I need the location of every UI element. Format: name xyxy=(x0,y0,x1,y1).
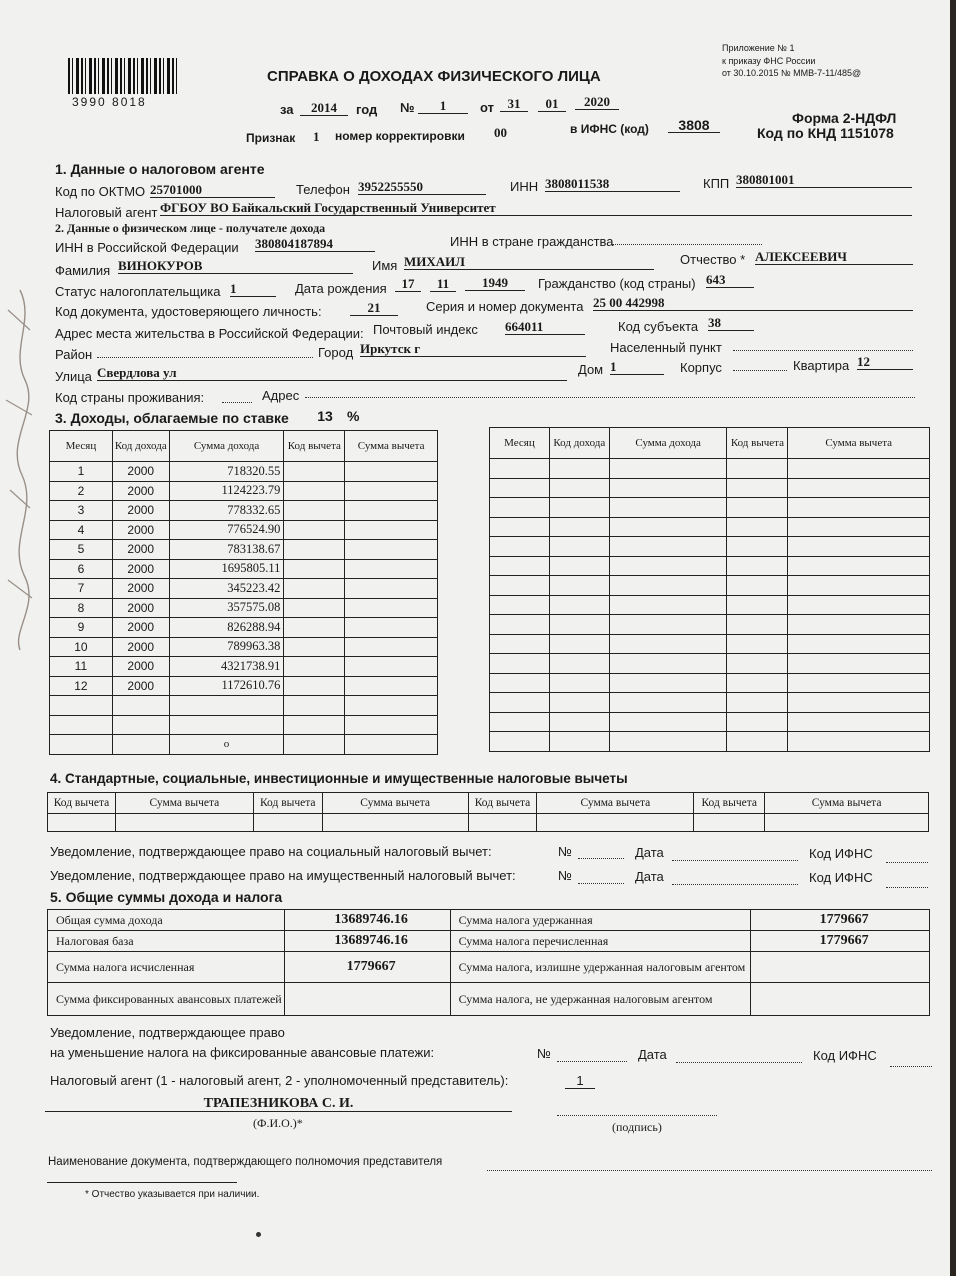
deduction-sum-cell xyxy=(345,618,438,638)
advance-date-field[interactable] xyxy=(676,1050,802,1063)
correction-value: 00 xyxy=(494,125,507,140)
table-row xyxy=(50,637,438,657)
month-cell: 4 xyxy=(50,520,113,540)
barcode xyxy=(68,58,180,94)
social-ifns-label: Код ИФНС xyxy=(809,846,873,861)
deduction-code-cell xyxy=(284,618,345,638)
month-cell: 9 xyxy=(50,618,113,638)
totals-row xyxy=(48,910,930,931)
month-cell: 7 xyxy=(50,579,113,599)
total-income-label: Общая сумма дохода xyxy=(48,910,285,931)
kpp-field[interactable]: 380801001 xyxy=(736,172,912,188)
surname-label: Фамилия xyxy=(55,263,111,278)
fixed-payments-value xyxy=(284,983,450,1016)
table-row-empty xyxy=(490,576,930,596)
phone-field[interactable]: 3952255550 xyxy=(358,179,486,195)
withheld-label: Сумма налога удержанная xyxy=(450,910,751,931)
section-1-title: 1. Данные о налоговом агенте xyxy=(55,161,265,177)
totals-table xyxy=(47,909,930,1016)
transferred-value: 1779667 xyxy=(751,931,930,952)
rep-doc-label: Наименование документа, подтверждающего полномочия представителя xyxy=(48,1156,443,1168)
number-field[interactable]: 1 xyxy=(418,98,468,114)
birth-month-field[interactable]: 11 xyxy=(430,276,456,292)
doc-code-label: Код документа, удостоверяющего личность: xyxy=(55,304,322,319)
income-code-cell: 2000 xyxy=(112,579,169,599)
country-label: Код страны проживания: xyxy=(55,390,205,405)
table-row-empty xyxy=(50,735,438,755)
status-label: Статус налогоплательщика xyxy=(55,284,221,299)
page-dot xyxy=(256,1232,261,1237)
income-table-right xyxy=(489,427,930,752)
oktmo-field[interactable]: 25701000 xyxy=(150,182,275,198)
signature-field[interactable] xyxy=(557,1103,717,1116)
income-code-cell: 2000 xyxy=(112,637,169,657)
property-date-field[interactable] xyxy=(672,872,798,885)
section-5-title: 5. Общие суммы дохода и налога xyxy=(50,889,283,905)
income-code-cell: 2000 xyxy=(112,462,169,482)
agent-inn-field[interactable]: 3808011538 xyxy=(545,176,680,192)
income-sum-cell: 345223.42 xyxy=(169,579,284,599)
agent-name-label: Налоговый агент xyxy=(55,205,158,220)
table-row-empty xyxy=(490,693,930,713)
income-sum-cell: 776524.90 xyxy=(169,520,284,540)
income-code-cell: 2000 xyxy=(112,501,169,521)
number-label: № xyxy=(400,100,415,115)
from-label: от xyxy=(480,100,494,115)
advance-no-field[interactable] xyxy=(557,1049,627,1062)
month-cell: 10 xyxy=(50,637,113,657)
form-name: Форма 2-НДФЛ xyxy=(792,110,897,126)
house-field[interactable]: 1 xyxy=(610,359,664,375)
property-no-field[interactable] xyxy=(578,871,624,884)
deduction-sum-header: Сумма вычета xyxy=(765,793,929,814)
table-row-empty xyxy=(48,814,929,832)
district-field[interactable] xyxy=(97,345,313,358)
inn-rf-label: ИНН в Российской Федерации xyxy=(55,240,239,255)
section-3-title: 3. Доходы, облагаемые по ставке xyxy=(55,410,289,426)
tax-calc-label: Сумма налога исчисленная xyxy=(48,952,285,983)
income-table-left xyxy=(49,430,438,755)
property-ifns-field[interactable] xyxy=(886,875,928,888)
flat-label: Квартира xyxy=(793,358,850,373)
section-4-title: 4. Стандартные, социальные, инвестиционные и имущественные налоговые вычеты xyxy=(50,771,628,786)
table-row xyxy=(50,676,438,696)
property-date-label: Дата xyxy=(635,869,664,884)
oktmo-label: Код по ОКТМО xyxy=(55,184,146,199)
postcode-label: Почтовый индекс xyxy=(373,322,478,337)
totals-row xyxy=(48,931,930,952)
income-code-cell: 2000 xyxy=(112,559,169,579)
address-label: Адрес места жительства в Российской Федерации: xyxy=(55,326,364,341)
income-code-cell: 2000 xyxy=(112,676,169,696)
agent-name-field[interactable]: ФГБОУ ВО Байкальский Государственный Университет xyxy=(160,200,912,216)
ifns-field[interactable]: 3808 xyxy=(668,117,720,133)
street-field[interactable]: Свердлова ул xyxy=(97,365,567,381)
for-label: за xyxy=(280,102,294,117)
building-label: Корпус xyxy=(680,360,722,375)
flat-field[interactable]: 12 xyxy=(857,354,913,370)
deductions-table xyxy=(47,792,929,832)
deduction-code-cell xyxy=(284,637,345,657)
income-sum-cell: 826288.94 xyxy=(169,618,284,638)
patronymic-label: Отчество * xyxy=(680,252,746,267)
column-header-deduction-code: Код вычета xyxy=(727,428,788,459)
sign-value: 1 xyxy=(313,129,320,144)
table-row-empty xyxy=(490,634,930,654)
table-row xyxy=(50,657,438,677)
column-header-month: Месяц xyxy=(50,431,113,462)
income-sum-cell: 789963.38 xyxy=(169,637,284,657)
table-row-empty xyxy=(490,498,930,518)
year-label: год xyxy=(356,102,378,117)
income-sum-cell: 4321738.91 xyxy=(169,657,284,677)
status-field[interactable]: 1 xyxy=(230,281,276,297)
fixed-payments-label: Сумма фиксированных авансовых платежей xyxy=(48,983,285,1016)
excess-label: Сумма налога, излишне удержанная налоговым агентом xyxy=(450,952,751,983)
deduction-sum-cell xyxy=(345,657,438,677)
deduction-code-cell xyxy=(284,540,345,560)
table-row xyxy=(50,462,438,482)
deduction-code-header: Код вычета xyxy=(694,793,765,814)
table-row-empty xyxy=(490,556,930,576)
advance-date-label: Дата xyxy=(638,1047,667,1062)
column-header-deduction-code: Код вычета xyxy=(284,431,345,462)
income-code-cell: 2000 xyxy=(112,657,169,677)
column-header-deduction-sum: Сумма вычета xyxy=(345,431,438,462)
deduction-code-cell xyxy=(284,520,345,540)
deduction-code-cell xyxy=(284,501,345,521)
addr-field[interactable] xyxy=(305,385,915,398)
deductions-header xyxy=(48,793,929,814)
income-sum-cell: 778332.65 xyxy=(169,501,284,521)
district-label: Район xyxy=(55,347,93,362)
income-code-cell: 2000 xyxy=(112,520,169,540)
inn-foreign-label: ИНН в стране гражданства xyxy=(450,234,614,249)
doc-series-label: Серия и номер документа xyxy=(426,299,584,314)
column-header-income-sum: Сумма дохода xyxy=(169,431,284,462)
deduction-sum-header: Сумма вычета xyxy=(537,793,694,814)
citizenship-field[interactable]: 643 xyxy=(706,272,754,288)
income-code-cell: 2000 xyxy=(112,540,169,560)
table-row-empty xyxy=(490,673,930,693)
region-field[interactable]: 38 xyxy=(708,315,754,331)
birth-year-field[interactable]: 1949 xyxy=(465,275,525,291)
deduction-sum-header: Сумма вычета xyxy=(115,793,253,814)
income-sum-cell: 1124223.79 xyxy=(169,481,284,501)
column-header-income-sum: Сумма дохода xyxy=(609,428,727,459)
deduction-sum-header: Сумма вычета xyxy=(322,793,468,814)
table-row-empty xyxy=(490,459,930,479)
deduction-sum-cell xyxy=(345,520,438,540)
tax-base-label: Налоговая база xyxy=(48,931,285,952)
signature-label: (подпись) xyxy=(612,1120,662,1134)
excess-value xyxy=(751,952,930,983)
locality-field[interactable] xyxy=(733,338,913,351)
income-code-cell: 2000 xyxy=(112,481,169,501)
income-code-cell: 2000 xyxy=(112,618,169,638)
kpp-label: КПП xyxy=(703,176,730,191)
phone-label: Телефон xyxy=(296,182,350,197)
income-table-header xyxy=(50,431,438,462)
rate-percent: % xyxy=(347,408,360,424)
addr-label: Адрес xyxy=(262,388,300,403)
social-no-field[interactable] xyxy=(578,846,624,859)
doc-series-field[interactable]: 25 00 442998 xyxy=(593,295,913,311)
table-row-empty xyxy=(50,715,438,735)
deduction-sum-cell xyxy=(345,501,438,521)
social-date-label: Дата xyxy=(635,845,664,860)
column-header-income-code: Код дохода xyxy=(549,428,609,459)
footnote-divider xyxy=(47,1182,237,1183)
country-field[interactable] xyxy=(222,390,252,403)
table-row-empty xyxy=(490,537,930,557)
rate-field[interactable]: 13 xyxy=(317,408,333,424)
sign-label: Признак xyxy=(246,131,296,145)
column-header-month: Месяц xyxy=(490,428,550,459)
city-label: Город xyxy=(318,345,354,360)
deduction-code-cell xyxy=(284,598,345,618)
advance-no-label: № xyxy=(537,1046,551,1061)
citizenship-label: Гражданство (код страны) xyxy=(538,276,696,291)
deduction-code-cell xyxy=(284,676,345,696)
name-label: Имя xyxy=(372,258,398,273)
table-row-empty xyxy=(490,732,930,752)
deduction-sum-cell xyxy=(345,481,438,501)
withheld-value: 1779667 xyxy=(751,910,930,931)
advance-notice-line-1: Уведомление, подтверждающее право xyxy=(50,1025,285,1040)
table-row xyxy=(50,540,438,560)
income-sum-cell: 1695805.11 xyxy=(169,559,284,579)
tax-base-value: 13689746.16 xyxy=(284,931,450,952)
surname-field[interactable]: ВИНОКУРОВ xyxy=(118,258,353,274)
month-cell: 5 xyxy=(50,540,113,560)
stray-mark: o xyxy=(169,735,284,755)
date-year-field[interactable]: 2020 xyxy=(575,94,619,110)
day-field[interactable]: 31 xyxy=(500,96,528,112)
column-header-deduction-sum: Сумма вычета xyxy=(788,428,930,459)
social-no-label: № xyxy=(558,844,572,859)
month-cell: 1 xyxy=(50,462,113,482)
postcode-field[interactable]: 664011 xyxy=(505,319,585,335)
deduction-sum-cell xyxy=(345,637,438,657)
deduction-code-header: Код вычета xyxy=(253,793,322,814)
deduction-code-cell xyxy=(284,462,345,482)
table-row-empty xyxy=(490,517,930,537)
tax-calc-value: 1779667 xyxy=(284,952,450,983)
deduction-code-cell xyxy=(284,481,345,501)
table-row-empty xyxy=(50,696,438,716)
not-withheld-value xyxy=(751,983,930,1016)
appendix-line-3: от 30.10.2015 № ММВ-7-11/485@ xyxy=(722,68,862,78)
building-field[interactable] xyxy=(733,358,787,371)
city-field[interactable]: Иркутск г xyxy=(360,341,586,357)
correction-label: номер корректировки xyxy=(335,129,465,143)
agent-inn-label: ИНН xyxy=(510,179,539,194)
table-row-empty xyxy=(490,712,930,732)
month-cell: 6 xyxy=(50,559,113,579)
birth-label: Дата рождения xyxy=(295,281,387,296)
agent-type-label: Налоговый агент (1 - налоговый агент, 2 - уполномоченный представитель): xyxy=(50,1073,509,1088)
income-table-right-header xyxy=(490,428,930,459)
table-row-empty xyxy=(490,654,930,674)
month-cell: 8 xyxy=(50,598,113,618)
section-2-title: 2. Данные о физическом лице - получателе дохода xyxy=(55,221,326,235)
knd-code: Код по КНД 1151078 xyxy=(757,125,894,141)
social-date-field[interactable] xyxy=(672,848,798,861)
property-ifns-label: Код ИФНС xyxy=(809,870,873,885)
footnote: * Отчество указывается при наличии. xyxy=(85,1189,260,1200)
deduction-sum-cell xyxy=(345,598,438,618)
birth-day-field[interactable]: 17 xyxy=(395,276,421,292)
deduction-sum-cell xyxy=(345,559,438,579)
agent-type-field[interactable]: 1 xyxy=(565,1073,595,1089)
deduction-code-cell xyxy=(284,559,345,579)
patronymic-field[interactable]: АЛЕКСЕЕВИЧ xyxy=(755,249,913,265)
ifns-label: в ИФНС (код) xyxy=(570,122,649,136)
deduction-sum-cell xyxy=(345,462,438,482)
table-row-empty xyxy=(490,478,930,498)
month-cell: 12 xyxy=(50,676,113,696)
deduction-code-header: Код вычета xyxy=(468,793,537,814)
appendix-line-1: Приложение № 1 xyxy=(722,43,795,53)
total-income-value: 13689746.16 xyxy=(284,910,450,931)
table-row xyxy=(50,618,438,638)
rep-doc-field[interactable] xyxy=(487,1158,932,1171)
property-no-label: № xyxy=(558,868,572,883)
income-sum-cell: 783138.67 xyxy=(169,540,284,560)
deduction-code-header: Код вычета xyxy=(48,793,116,814)
income-code-cell: 2000 xyxy=(112,598,169,618)
table-row xyxy=(50,559,438,579)
month-field[interactable]: 01 xyxy=(538,96,566,112)
deduction-sum-cell xyxy=(345,676,438,696)
table-row-empty xyxy=(490,615,930,635)
locality-label: Населенный пункт xyxy=(610,340,722,355)
inn-foreign-field[interactable] xyxy=(612,232,762,245)
not-withheld-label: Сумма налога, не удержанная налоговым агентом xyxy=(450,983,751,1016)
month-cell: 2 xyxy=(50,481,113,501)
income-sum-cell: 357575.08 xyxy=(169,598,284,618)
table-row xyxy=(50,481,438,501)
income-sum-cell: 1172610.76 xyxy=(169,676,284,696)
house-label: Дом xyxy=(578,362,604,377)
advance-ifns-label: Код ИФНС xyxy=(813,1048,877,1063)
deduction-sum-cell xyxy=(345,579,438,599)
month-cell: 11 xyxy=(50,657,113,677)
fio-label: (Ф.И.О.)* xyxy=(253,1116,303,1130)
social-notice-label: Уведомление, подтверждающее право на социальный налоговый вычет: xyxy=(50,844,492,859)
property-notice-label: Уведомление, подтверждающее право на имущественный налоговый вычет: xyxy=(50,868,516,883)
transferred-label: Сумма налога перечисленная xyxy=(450,931,751,952)
table-row xyxy=(50,501,438,521)
table-row xyxy=(50,579,438,599)
name-field[interactable]: МИХАИЛ xyxy=(404,254,654,270)
street-label: Улица xyxy=(55,369,92,384)
advance-ifns-field[interactable] xyxy=(890,1054,932,1067)
year-field[interactable]: 2014 xyxy=(300,100,348,116)
totals-row xyxy=(48,983,930,1016)
inn-rf-field[interactable]: 380804187894 xyxy=(255,236,375,252)
deduction-code-cell xyxy=(284,579,345,599)
table-row-empty xyxy=(490,595,930,615)
month-cell: 3 xyxy=(50,501,113,521)
totals-row xyxy=(48,952,930,983)
column-header-income-code: Код дохода xyxy=(112,431,169,462)
advance-notice-line-2: на уменьшение налога на фиксированные авансовые платежи: xyxy=(50,1045,435,1060)
appendix-line-2: к приказу ФНС России xyxy=(722,56,816,66)
region-label: Код субъекта xyxy=(618,319,699,334)
social-ifns-field[interactable] xyxy=(886,850,928,863)
pencil-scribble xyxy=(0,280,40,660)
signer-name[interactable]: ТРАПЕЗНИКОВА С. И. xyxy=(45,1096,512,1112)
barcode-number: 3990 8018 xyxy=(72,95,147,109)
doc-code-field[interactable]: 21 xyxy=(350,300,398,316)
deduction-sum-cell xyxy=(345,540,438,560)
table-row xyxy=(50,598,438,618)
income-sum-cell: 718320.55 xyxy=(169,462,284,482)
deduction-code-cell xyxy=(284,657,345,677)
page-title: СПРАВКА О ДОХОДАХ ФИЗИЧЕСКОГО ЛИЦА xyxy=(267,68,601,85)
table-row xyxy=(50,520,438,540)
